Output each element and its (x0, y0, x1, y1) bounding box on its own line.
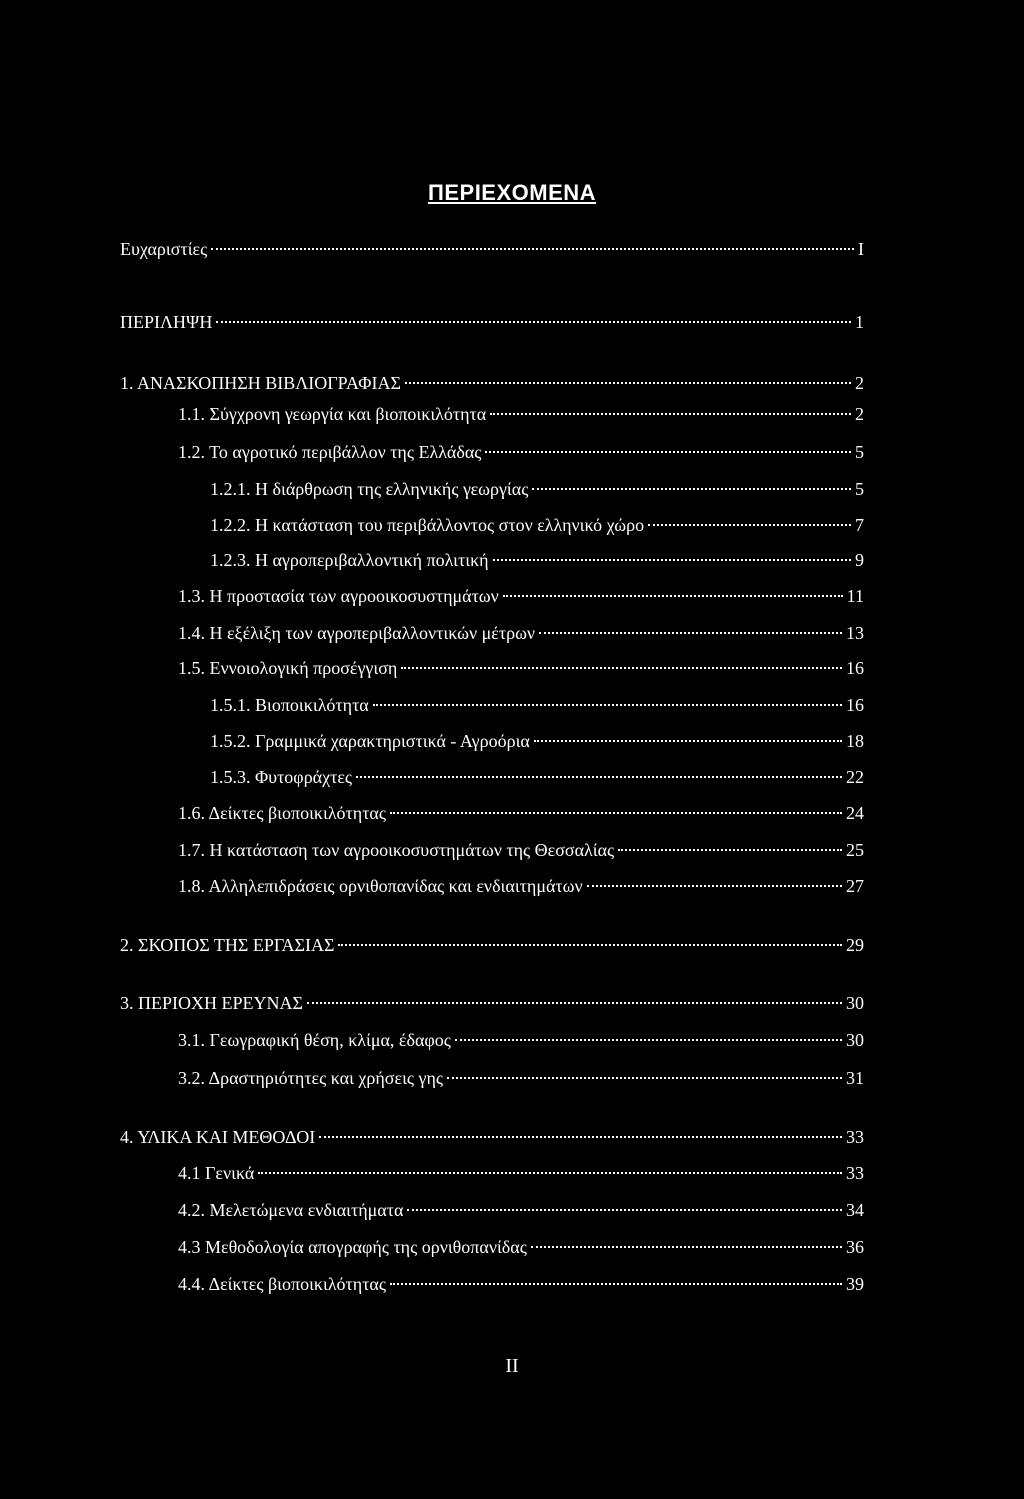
toc-entry-label: 1.6. Δείκτες βιοποικιλότητας (178, 803, 386, 823)
dot-leader (373, 704, 842, 706)
dot-leader (390, 1283, 842, 1285)
dot-leader (485, 451, 851, 453)
toc-entry-label: 3.1. Γεωγραφική θέση, κλίμα, έδαφος (178, 1030, 451, 1050)
dot-leader (211, 248, 854, 250)
toc-entry-label: Ευχαριστίες (120, 239, 208, 259)
toc-entry-page: 34 (846, 1200, 864, 1220)
toc-entry (178, 440, 864, 464)
dot-leader (338, 944, 842, 946)
dot-leader (531, 1246, 842, 1248)
toc-entry (178, 621, 864, 645)
toc-entry (120, 1125, 864, 1149)
dot-leader (307, 1002, 842, 1004)
toc-entry-page: 1 (855, 312, 864, 332)
dot-leader (648, 524, 851, 526)
toc-entry-page: 39 (846, 1274, 864, 1294)
dot-leader (493, 559, 851, 561)
dot-leader (534, 740, 842, 742)
toc-entry-label: 3. ΠΕΡΙΟΧΗ ΕΡΕΥΝΑΣ (120, 993, 303, 1013)
toc-entry-page: 7 (855, 515, 864, 535)
dot-leader (618, 849, 842, 851)
toc-entry (210, 693, 864, 717)
toc-entry (178, 838, 864, 862)
toc-entry-page: 33 (846, 1127, 864, 1147)
toc-entry-label: ΠΕΡΙΛΗΨΗ (120, 312, 213, 332)
page-number: II (505, 1355, 519, 1377)
toc-entry-label: 4.1 Γενικά (178, 1163, 255, 1183)
toc-entry-page: 5 (855, 479, 864, 499)
toc-entry (178, 402, 864, 426)
toc-entry-page: 36 (846, 1237, 864, 1257)
toc-entry-label: 1.5.1. Βιοποικιλότητα (210, 695, 369, 715)
toc-entry (120, 371, 864, 395)
toc-entry-label: 1.2.1. Η διάρθρωση της ελληνικής γεωργίας (210, 479, 529, 499)
dot-leader (405, 382, 851, 384)
toc-entry-label: 1.4. Η εξέλιξη των αγροπεριβαλλοντικών μέτρων (178, 623, 536, 643)
toc-entry-page: 30 (846, 993, 864, 1013)
toc-entry-page: 13 (846, 623, 864, 643)
toc-entry (120, 991, 864, 1015)
toc-entry-page: 30 (846, 1030, 864, 1050)
toc-entry-label: 4.2. Μελετώμενα ενδιαιτήματα (178, 1200, 404, 1220)
toc-entry (178, 801, 864, 825)
toc-entry-label: 1.1. Σύγχρονη γεωργία και βιοποικιλότητα (178, 404, 487, 424)
toc-entry (210, 765, 864, 789)
toc-entry (178, 874, 864, 898)
toc-entry-page: 18 (846, 731, 864, 751)
toc-entry-label: 1.5.3. Φυτοφράχτες (210, 767, 353, 787)
toc-entry-label: 1.2. Το αγροτικό περιβάλλον της Ελλάδας (178, 442, 482, 462)
dot-leader (532, 488, 851, 490)
toc-entry (178, 656, 864, 680)
toc-entry-page: 31 (846, 1068, 864, 1088)
toc-entry (120, 310, 864, 334)
toc-entry (210, 513, 864, 537)
dot-leader (503, 595, 843, 597)
toc-entry-label: 4. ΥΛΙΚΑ ΚΑΙ ΜΕΘΟΔΟΙ (120, 1127, 316, 1147)
dot-leader (447, 1077, 842, 1079)
dot-leader (455, 1039, 842, 1041)
toc-entry (178, 1066, 864, 1090)
dot-leader (258, 1172, 842, 1174)
dot-leader (490, 413, 851, 415)
toc-entry-page: 22 (846, 767, 864, 787)
toc-entry-label: 1.8. Αλληλεπιδράσεις ορνιθοπανίδας και ενδιαιτημάτων (178, 876, 583, 896)
toc-entry-page: 2 (855, 373, 864, 393)
toc-entry-label: 2. ΣΚΟΠΟΣ ΤΗΣ ΕΡΓΑΣΙΑΣ (120, 935, 335, 955)
dot-leader (319, 1136, 842, 1138)
toc-entry-page: 24 (846, 803, 864, 823)
toc-entry-page: 2 (855, 404, 864, 424)
toc-entry-label: 4.3 Μεθοδολογία απογραφής της ορνιθοπανίδας (178, 1237, 527, 1257)
dot-leader (539, 632, 842, 634)
toc-entry (210, 548, 864, 572)
toc-entry-label: 4.4. Δείκτες βιοποικιλότητας (178, 1274, 386, 1294)
toc-entry-label: 1.5. Εννοιολογική προσέγγιση (178, 658, 398, 678)
toc-entry (178, 1272, 864, 1296)
dot-leader (587, 885, 842, 887)
toc-entry (178, 584, 864, 608)
toc-entry-label: 1.2.3. Η αγροπεριβαλλοντική πολιτική (210, 550, 489, 570)
toc-entry-label: 1.2.2. Η κατάσταση του περιβάλλοντος στον ελληνικό χώρο (210, 515, 645, 535)
dot-leader (401, 667, 842, 669)
toc-entry-page: 27 (846, 876, 864, 896)
toc-entry-label: 3.2. Δραστηριότητες και χρήσεις γης (178, 1068, 444, 1088)
dot-leader (356, 776, 842, 778)
toc-entry (178, 1161, 864, 1185)
toc-entry-page: 25 (846, 840, 864, 860)
toc-entry-page: I (858, 239, 864, 259)
dot-leader (216, 321, 851, 323)
toc-entry-page: 16 (846, 658, 864, 678)
toc-entry (120, 933, 864, 957)
toc-entry-label: 1.5.2. Γραμμικά χαρακτηριστικά - Αγροόρια (210, 731, 530, 751)
toc-entry-page: 5 (855, 442, 864, 462)
toc-entry (210, 729, 864, 753)
toc-entry-page: 11 (846, 586, 864, 606)
toc-entry (210, 477, 864, 501)
toc-entry-page: 16 (846, 695, 864, 715)
toc-entry (178, 1028, 864, 1052)
dot-leader (407, 1209, 842, 1211)
toc-entry-page: 9 (855, 550, 864, 570)
page-title: ΠΕΡΙΕΧΟΜΕΝΑ (427, 180, 597, 205)
toc-entry (178, 1198, 864, 1222)
toc-entry-page: 33 (846, 1163, 864, 1183)
toc-entry (120, 237, 864, 261)
toc-entry-label: 1.3. Η προστασία των αγροοικοσυστημάτων (178, 586, 499, 606)
toc-entry (178, 1235, 864, 1259)
dot-leader (390, 812, 842, 814)
toc-entry-label: 1. ΑΝΑΣΚΟΠΗΣΗ ΒΙΒΛΙΟΓΡΑΦΙΑΣ (120, 373, 401, 393)
toc-entry-page: 29 (846, 935, 864, 955)
toc-entry-label: 1.7. Η κατάσταση των αγροοικοσυστημάτων της Θεσσαλίας (178, 840, 615, 860)
